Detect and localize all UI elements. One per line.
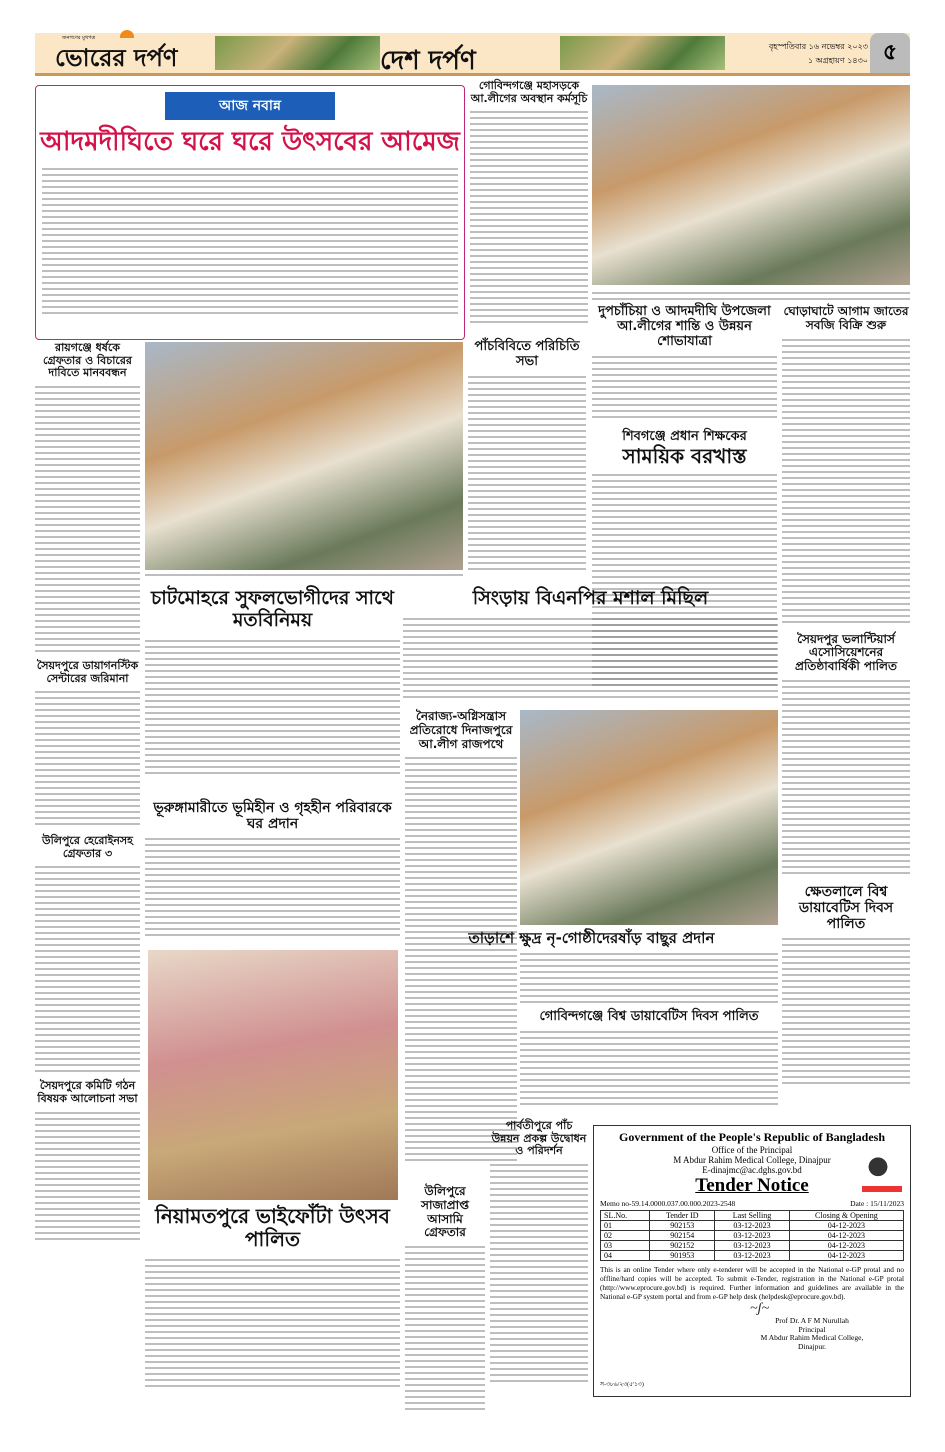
body-text — [403, 616, 778, 701]
masthead-photo-left — [215, 36, 380, 70]
tender-table — [600, 1210, 904, 1261]
tender-gov: Government of the People's Republic of Bangladesh — [619, 1130, 885, 1144]
logo-tagline: জনগণের মুখপত্র — [62, 35, 96, 41]
table-row — [601, 1251, 904, 1261]
page-number: ৫ — [870, 33, 910, 73]
headline: গোবিন্দগঞ্জে বিশ্ব ডায়াবেটিস দিবস পালিত — [539, 1009, 759, 1024]
body-text — [35, 689, 140, 829]
portrait-logo-icon — [862, 1154, 902, 1192]
headline: গোবিন্দগঞ্জে মহাসড়কে আ.লীগের অবস্থান কর্মসূচি — [470, 79, 588, 105]
table-row — [601, 1221, 904, 1231]
tender-memo-row — [600, 1199, 904, 1208]
lead-kicker: আজ নবান্ন — [165, 92, 335, 120]
body-text — [782, 337, 910, 627]
tender-college: M Abdur Rahim Medical College, Dinajpur — [673, 1155, 831, 1165]
body-text — [468, 374, 586, 574]
cell: 04-12-2023 — [789, 1221, 903, 1231]
headline: উলিপুরে সাজাপ্রাপ্ত আসামি গ্রেফতার — [421, 1184, 469, 1240]
table-row — [601, 1231, 904, 1241]
story-singra — [403, 588, 778, 701]
tender-notice — [593, 1125, 911, 1397]
tender-email: E-dinajmc@ac.dghs.gov.bd — [702, 1165, 802, 1175]
body-text — [490, 1162, 588, 1382]
headline-small: শিবগঞ্জে প্রধান শিক্ষকের — [622, 429, 747, 444]
cell: 04-12-2023 — [789, 1231, 903, 1241]
right-column — [782, 305, 910, 1086]
signer-block — [720, 1317, 904, 1351]
cell: 902152 — [650, 1241, 715, 1251]
headline: ভূরুঙ্গামারীতে ভূমিহীন ও গৃহহীন পরিবারকে ঘর প্রদান — [153, 800, 392, 833]
cell: 901953 — [650, 1251, 715, 1261]
lead-body — [42, 166, 458, 316]
body-text — [405, 1244, 485, 1414]
column-header: Closing & Opening — [789, 1211, 903, 1221]
rally-photo — [592, 85, 910, 285]
tender-office: Office of the Principal — [711, 1145, 793, 1155]
cell: 04-12-2023 — [789, 1241, 903, 1251]
body-text — [35, 864, 140, 1074]
cell: 01 — [601, 1221, 650, 1231]
headline: সিংড়ায় বিএনপির মশাল মিছিল — [472, 587, 709, 609]
headline-ulipur-heroin: উলিপুরে হেরোইনসহ গ্রেফতার ৩ — [42, 834, 133, 860]
headline-khetlal: ক্ষেতলালে বিশ্ব ডায়াবেটিস দিবস পালিত — [798, 883, 894, 933]
calf-distribution-photo — [520, 710, 778, 925]
body-text — [782, 936, 910, 1086]
story-parbatipur — [490, 1120, 588, 1382]
column-header: Tender ID — [650, 1211, 715, 1221]
photo-caption — [592, 290, 910, 300]
headline: সাময়িক বরখাস্ত — [622, 443, 747, 468]
headline-ghoraghat: ঘোড়াঘাটে আগাম জাতের সবজি বিক্রি শুরু — [783, 304, 909, 332]
cell: 03-12-2023 — [715, 1241, 790, 1251]
story-ulipur-convict — [405, 1185, 485, 1414]
body-text — [145, 836, 400, 936]
body-text — [592, 354, 777, 419]
tender-date: Date : 15/11/2023 — [850, 1199, 904, 1208]
cell: 03-12-2023 — [715, 1221, 790, 1231]
date-gregorian: বৃহস্পতিবার ১৬ নভেম্বর ২০২৩ — [768, 42, 868, 51]
headline-saidpur-diagnostic: সৈয়দপুরে ডায়াগনস্টিক সেন্টারের জরিমানা — [36, 658, 139, 685]
ad-reference: স-৩৮৬/২৩(৫'১৩) — [600, 1382, 644, 1388]
body-text — [782, 678, 910, 878]
sun-icon — [120, 30, 134, 38]
section-title: দেশ দর্পণ — [380, 46, 476, 76]
body-text — [470, 109, 588, 324]
headline: নিয়ামতপুরে ভাইফোঁটা উৎসব পালিত — [155, 1204, 390, 1251]
story-panchbibi — [468, 340, 586, 574]
masthead-photo-right — [560, 36, 725, 70]
story-tarash — [405, 930, 778, 1006]
story-chatmohar — [145, 588, 400, 778]
cell: 04-12-2023 — [789, 1251, 903, 1261]
story-niamatpur — [145, 1205, 400, 1387]
body-text — [520, 1029, 778, 1109]
story-gobindaganj — [470, 80, 588, 324]
body-text — [145, 1257, 400, 1387]
headline-saidpur-committee: সৈয়দপুরে কমিটি গঠন বিষয়ক আলোচনা সভা — [37, 1079, 138, 1106]
column-header: Last Selling — [715, 1211, 790, 1221]
story-dupchanchia — [592, 305, 777, 419]
signer-org: M Abdur Rahim Medical College, — [760, 1333, 864, 1342]
bhaifota-photo — [148, 950, 398, 1200]
headline: পাঁচবিবিতে পরিচিতি সভা — [474, 339, 580, 369]
issue-date — [740, 40, 868, 68]
tender-title: Tender Notice — [695, 1175, 809, 1196]
headline: নৈরাজ্য-অগ্নিসন্ত্রাস প্রতিরোধে দিনাজপুরে আ.লীগ রাজপথে — [409, 709, 513, 751]
signer-city: Dinajpur. — [797, 1341, 827, 1351]
tender-memo: Memo no-59.14.0000.037.00.000.2023-2548 — [600, 1199, 736, 1208]
cell: 03-12-2023 — [715, 1251, 790, 1261]
column-header: SL.No. — [601, 1211, 650, 1221]
table-row — [601, 1241, 904, 1251]
signer-name: Prof Dr. A F M Nurullah — [775, 1316, 849, 1325]
headline: তাড়াশে ক্ষুদ্র নৃ-গোষ্ঠীদেরষাঁড় বাছুর প্রদান — [468, 929, 715, 947]
story-bhurungamari — [145, 800, 400, 936]
headline: পার্বতীপুরে পাঁচ উন্নয়ন প্রকল্প উদ্বোধন ও পরিদর্শন — [491, 1119, 587, 1158]
cell: 902154 — [650, 1231, 715, 1241]
date-bengali: ১ অগ্রহায়ণ ১৪৩০ — [807, 56, 868, 65]
cell: 02 — [601, 1231, 650, 1241]
left-column — [35, 342, 140, 1240]
headline-saidpur-volunteers: সৈয়দপুর ভলান্টিয়ার্স এসোসিয়েশনের প্রতিষ্ঠাবার্ষিকী পালিত — [795, 631, 897, 674]
headline: চাটমোহরে সুফলভোগীদের সাথে মতবিনিময় — [151, 587, 394, 631]
body-text — [520, 951, 778, 1006]
headline-raiganj: রায়গঞ্জে ধর্ষকে গ্রেফতার ও বিচারের দাবিতে মানববন্ধন — [43, 341, 132, 380]
body-text — [145, 638, 400, 778]
cell: 03-12-2023 — [715, 1231, 790, 1241]
meeting-photo — [145, 342, 463, 570]
photo-caption — [145, 572, 463, 580]
lead-story — [35, 85, 465, 340]
body-text — [35, 1110, 140, 1240]
body-text — [35, 384, 140, 654]
signer-title: Principal — [798, 1324, 826, 1334]
lead-headline: আদমদীঘিতে ঘরে ঘরে উৎসবের আমেজ — [40, 127, 460, 157]
table-header — [601, 1211, 904, 1221]
newspaper-logo: ভোরের দর্পণ — [55, 44, 178, 72]
story-gobindaganj-diabetes — [520, 1010, 778, 1109]
headline: দুপচাঁচিয়া ও আদমদীঘি উপজেলা আ.লীগের শান্তি ও উন্নয়ন শোভাযাত্রা — [598, 304, 771, 349]
tender-body: This is an online Tender where only e-tenderer will be accepted in the National e-GP protal and no offline/hard copies will be accepted. To submit e-Tender, registration in the National e-GP protal (http://www.eprocure.gov.bd) is required. Further information and guidelines are available in the National e-GP system portal and from e-GP help desk (helpdesk@eprocure.gov.bd). — [600, 1265, 904, 1301]
signature: ~ʃ~ — [750, 1301, 770, 1316]
cell: 03 — [601, 1241, 650, 1251]
cell: 04 — [601, 1251, 650, 1261]
cell: 902153 — [650, 1221, 715, 1231]
